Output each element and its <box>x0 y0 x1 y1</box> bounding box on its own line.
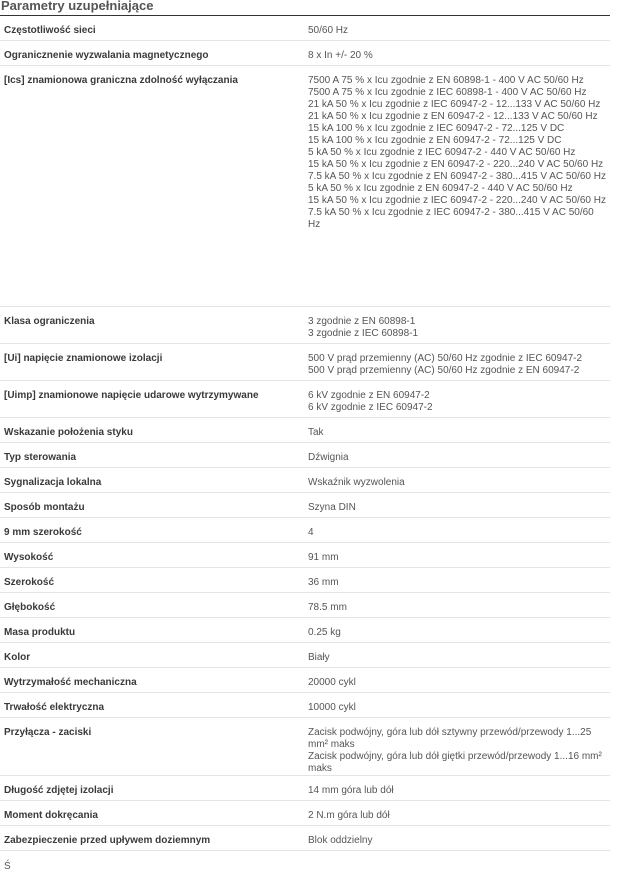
parameter-value <box>304 417 610 442</box>
parameters-table-body <box>0 16 610 850</box>
parameter-label: Wysokość <box>0 542 304 567</box>
section-title: Parametry uzupełniające <box>1 0 154 13</box>
parameter-value-line: Tak <box>308 426 324 438</box>
parameter-value-line: 91 mm <box>308 551 339 563</box>
parameter-value <box>304 692 610 717</box>
parameter-value-line: 3 zgodnie z IEC 60898-1 <box>308 327 419 339</box>
parameter-label: Ogranicznenie wyzwalania magnetycznego <box>0 40 304 65</box>
table-row <box>0 567 610 592</box>
table-row <box>0 65 610 306</box>
table-row <box>0 517 610 542</box>
parameter-value-line: 6 kV zgodnie z EN 60947-2 <box>308 389 430 401</box>
parameter-label: Długość zdjętej izolacji <box>0 775 304 800</box>
table-row <box>0 343 610 380</box>
parameter-label: Sposób montażu <box>0 492 304 517</box>
table-row <box>0 617 610 642</box>
table-row <box>0 667 610 692</box>
parameter-value-line: 5 kA 50 % x Icu zgodnie z EN 60947-2 - 440 V AC 50/60 Hz <box>308 182 573 194</box>
parameter-value-line: 36 mm <box>308 576 339 588</box>
table-row <box>0 542 610 567</box>
parameter-label: Głębokość <box>0 592 304 617</box>
parameter-value-line: 78.5 mm <box>308 601 347 613</box>
parameter-label: Sygnalizacja lokalna <box>0 467 304 492</box>
parameter-label: [Ui] napięcie znamionowe izolacji <box>0 343 304 380</box>
parameter-value-line: 500 V prąd przemienny (AC) 50/60 Hz zgodnie z IEC 60947-2 <box>308 352 583 364</box>
parameter-label: Wytrzymałość mechaniczna <box>0 667 304 692</box>
parameter-value <box>304 567 610 592</box>
parameter-value-line: 15 kA 100 % x Icu zgodnie z IEC 60947-2 - 72...125 V DC <box>308 122 565 134</box>
table-row <box>0 306 610 343</box>
table-row <box>0 717 610 775</box>
parameter-value <box>304 800 610 825</box>
table-row <box>0 380 610 417</box>
parameter-value-line: 4 <box>308 526 314 538</box>
table-row <box>0 692 610 717</box>
parameter-label: Wskazanie położenia styku <box>0 417 304 442</box>
parameter-value-line: Szyna DIN <box>308 501 356 513</box>
parameter-value-line: 7500 A 75 % x Icu zgodnie z IEC 60898-1 - 400 V AC 50/60 Hz <box>308 86 587 98</box>
parameter-value-line: 500 V prąd przemienny (AC) 50/60 Hz zgodnie z EN 60947-2 <box>308 364 580 376</box>
parameter-value <box>304 380 610 417</box>
parameter-value-line: 7.5 kA 50 % x Icu zgodnie z IEC 60947-2 - 380...415 V AC 50/60 Hz <box>308 206 594 230</box>
parameter-value-line: 15 kA 50 % x Icu zgodnie z EN 60947-2 - 220...240 V AC 50/60 Hz <box>308 158 604 170</box>
parameter-label: [Uimp] znamionowe napięcie udarowe wytrzymywane <box>0 380 304 417</box>
parameter-value-line: 0.25 kg <box>308 626 341 638</box>
parameter-value <box>304 65 610 306</box>
parameter-value-line: 10000 cykl <box>308 701 356 713</box>
parameter-value-line: 21 kA 50 % x Icu zgodnie z EN 60947-2 - 12...133 V AC 50/60 Hz <box>308 110 598 122</box>
parameter-value-line: 6 kV zgodnie z IEC 60947-2 <box>308 401 433 413</box>
parameter-value <box>304 442 610 467</box>
parameter-value <box>304 775 610 800</box>
parameter-label: Trwałość elektryczna <box>0 692 304 717</box>
parameter-value-line: 14 mm góra lub dół <box>308 784 394 796</box>
table-row <box>0 825 610 850</box>
parameter-value <box>304 467 610 492</box>
parameter-value-line: 15 kA 50 % x Icu zgodnie z IEC 60947-2 - 220...240 V AC 50/60 Hz <box>308 194 606 206</box>
parameter-value-line: 5 kA 50 % x Icu zgodnie z IEC 60947-2 - 440 V AC 50/60 Hz <box>308 146 576 158</box>
parameter-label: [Ics] znamionowa graniczna zdolność wyłączania <box>0 65 304 306</box>
truncated-next-heading: Ś <box>4 861 11 872</box>
parameter-value-line: Zacisk podwójny, góra lub dół sztywny przewód/przewody 1...25 mm² maks <box>308 726 592 750</box>
parameter-label: Przyłącza - zaciski <box>0 717 304 775</box>
parameter-value-line: 7.5 kA 50 % x Icu zgodnie z EN 60947-2 - 380...415 V AC 50/60 Hz <box>308 170 606 182</box>
parameter-label: Klasa ograniczenia <box>0 306 304 343</box>
table-row <box>0 442 610 467</box>
table-row <box>0 492 610 517</box>
table-row <box>0 467 610 492</box>
parameter-label: Masa produktu <box>0 617 304 642</box>
parameter-label: Częstotliwość sieci <box>0 16 304 40</box>
parameter-value-line: 3 zgodnie z EN 60898-1 <box>308 315 416 327</box>
parameter-value-line: Dźwignia <box>308 451 349 463</box>
parameter-value <box>304 542 610 567</box>
parameter-value <box>304 40 610 65</box>
table-row <box>0 800 610 825</box>
table-row <box>0 16 610 40</box>
parameter-value-line: 7500 A 75 % x Icu zgodnie z EN 60898-1 - 400 V AC 50/60 Hz <box>308 74 584 86</box>
parameter-value-line: Wskaźnik wyzwolenia <box>308 476 405 488</box>
parameter-value <box>304 343 610 380</box>
parameter-value <box>304 717 610 775</box>
parameter-value <box>304 492 610 517</box>
parameter-value-line: 2 N.m góra lub dół <box>308 809 390 821</box>
table-row <box>0 592 610 617</box>
parameter-value <box>304 642 610 667</box>
parameter-label: Zabezpieczenie przed upływem doziemnym <box>0 825 304 850</box>
parameter-label: Szerokość <box>0 567 304 592</box>
parameter-value <box>304 617 610 642</box>
table-row <box>0 40 610 65</box>
parameter-value <box>304 306 610 343</box>
parameter-label: Moment dokręcania <box>0 800 304 825</box>
parameter-value <box>304 667 610 692</box>
parameter-value-line: 50/60 Hz <box>308 25 349 36</box>
parameters-table <box>0 16 610 851</box>
parameter-label: 9 mm szerokość <box>0 517 304 542</box>
parameter-value-line: 20000 cykl <box>308 676 356 688</box>
parameter-value <box>304 825 610 850</box>
parameter-label: Typ sterowania <box>0 442 304 467</box>
parameter-value-line: 8 x In +/- 20 % <box>308 49 373 61</box>
parameter-value-line: Blok oddzielny <box>308 834 373 846</box>
table-row <box>0 417 610 442</box>
parameter-value <box>304 592 610 617</box>
table-row <box>0 642 610 667</box>
parameter-value-line: Biały <box>308 651 330 663</box>
parameter-label: Kolor <box>0 642 304 667</box>
parameter-value-line: Zacisk podwójny, góra lub dół giętki przewód/przewody 1...16 mm² maks <box>308 750 602 774</box>
parameter-value-line: 15 kA 100 % x Icu zgodnie z EN 60947-2 - 72...125 V DC <box>308 134 562 146</box>
parameter-value <box>304 16 610 40</box>
parameter-value-line: 21 kA 50 % x Icu zgodnie z IEC 60947-2 - 12...133 V AC 50/60 Hz <box>308 98 601 110</box>
table-row <box>0 775 610 800</box>
parameter-value <box>304 517 610 542</box>
